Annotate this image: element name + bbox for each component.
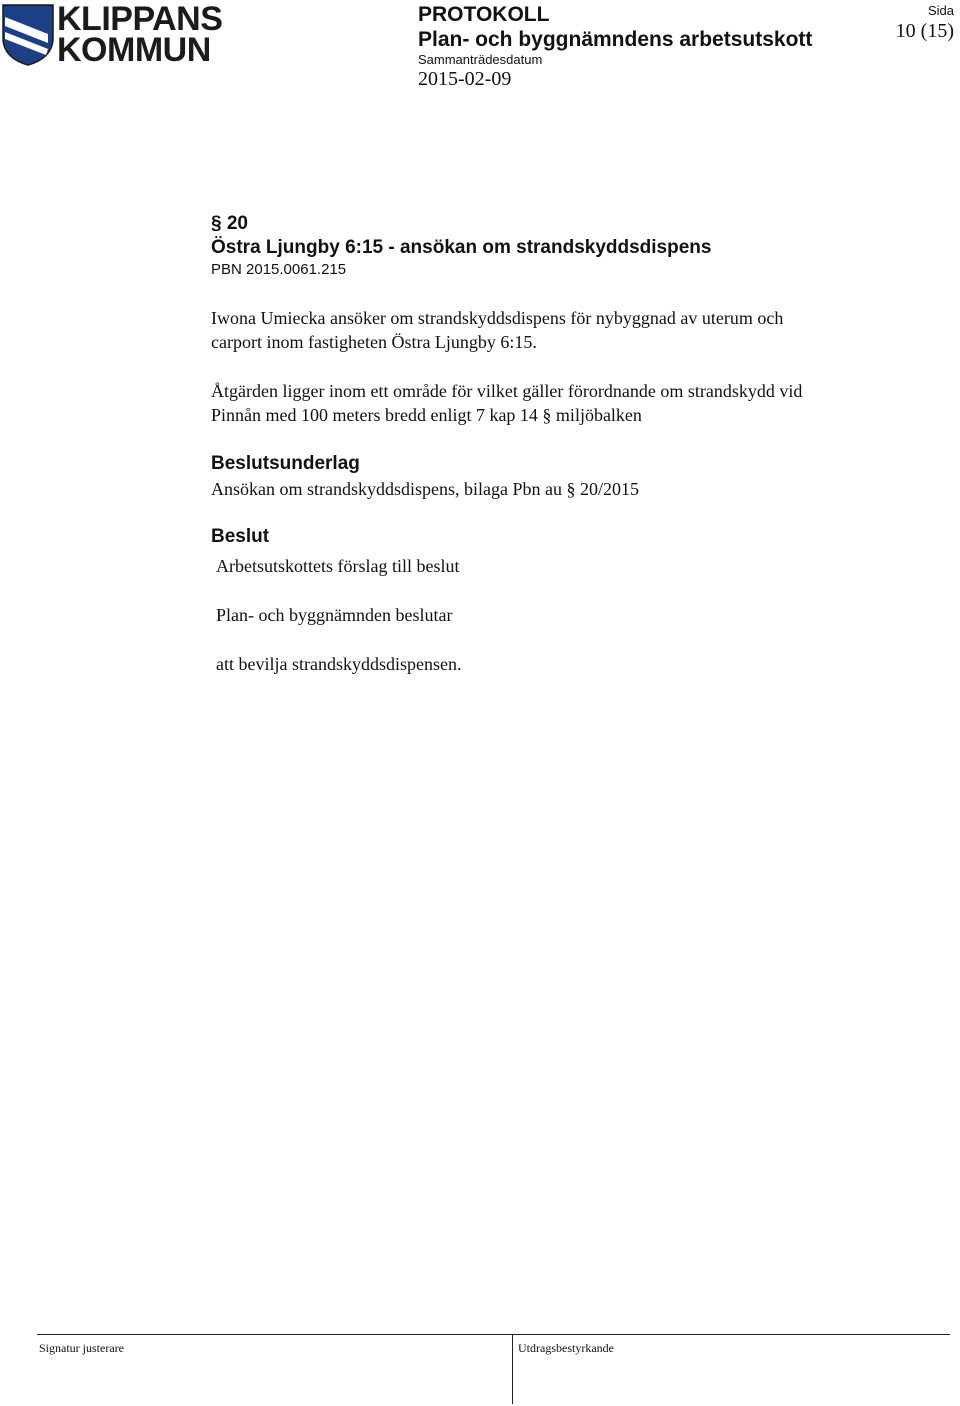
page-label: Sida [927, 3, 954, 18]
meeting-date: 2015-02-09 [418, 68, 512, 90]
beslutsunderlag-heading: Beslutsunderlag [211, 453, 360, 474]
application-text-line-1: Iwona Umiecka ansöker om strandskyddsdispens för nybyggnad av uterum och [211, 308, 784, 328]
footer-rule [37, 1334, 950, 1335]
document-type: PROTOKOLL [418, 3, 550, 26]
section-title: Östra Ljungby 6:15 - ansökan om strandskyddsdispens [211, 237, 712, 258]
logo-wordmark [57, 0, 223, 69]
meeting-date-label: Sammanträdesdatum [418, 52, 543, 67]
application-text-line-2: carport inom fastigheten Östra Ljungby 6:15. [211, 332, 537, 352]
klippans-kommun-logo [2, 0, 223, 69]
area-text-line-2: Pinnån med 100 meters bredd enligt 7 kap 14 § miljöbalken [211, 405, 642, 425]
beslut-heading: Beslut [211, 526, 270, 547]
section-number: § 20 [211, 213, 248, 234]
beslut-decision: att bevilja strandskyddsdispensen. [216, 654, 462, 674]
footer-divider [512, 1334, 513, 1404]
area-text-line-1: Åtgärden ligger inom ett område för vilket gäller förordnande om strandskydd vid [211, 381, 803, 401]
beslut-proposal: Arbetsutskottets förslag till beslut [216, 556, 460, 576]
beslutsunderlag-text: Ansökan om strandskyddsdispens, bilaga Pbn au § 20/2015 [211, 479, 639, 499]
signature-label: Signatur justerare [39, 1341, 124, 1355]
beslut-committee: Plan- och byggnämnden beslutar [216, 605, 453, 625]
logo-line-1: KLIPPANS [57, 0, 223, 38]
committee-name: Plan- och byggnämndens arbetsutskott [418, 28, 813, 51]
logo-line-2: KOMMUN [57, 31, 211, 69]
certification-label: Utdragsbestyrkande [518, 1341, 614, 1355]
coat-of-arms-icon [2, 4, 54, 66]
page-number: 10 (15) [895, 20, 954, 42]
case-reference: PBN 2015.0061.215 [211, 261, 347, 278]
